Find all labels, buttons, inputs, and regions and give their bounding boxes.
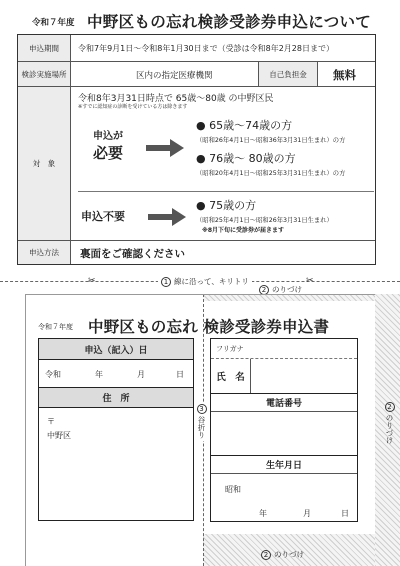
required-label-block — [78, 127, 138, 163]
method-value: 裏面をご確認ください — [80, 248, 185, 260]
apply-date-era: 令和 — [45, 370, 61, 379]
postal-mark: 〒 — [47, 417, 55, 426]
apply-date-month: 月 — [137, 370, 145, 379]
birth-box[interactable] — [210, 456, 358, 522]
not-required-age: 75歳の方 — [209, 199, 257, 212]
phone-header: 電話番号 — [211, 394, 357, 412]
target-divider — [78, 191, 374, 192]
birth-year: 年 — [259, 509, 267, 518]
scissors-icon: ✂ — [306, 276, 314, 286]
birth-month: 月 — [303, 509, 311, 518]
arrow-right-icon — [148, 208, 188, 226]
required-1-range: （昭和26年4月1日～昭和36年3月31日生まれ）の方 — [196, 137, 346, 144]
not-required-item — [196, 197, 333, 234]
venue-value: 区内の指定医療機関 — [136, 71, 213, 81]
required-big: 必要 — [92, 144, 123, 162]
name-box[interactable] — [210, 338, 358, 394]
period-value: 令和7年9月1日～令和8年1月30日まで（受診は令和8年2月28日まで） — [78, 44, 334, 53]
form-title: 中野区もの忘れ 検診受診券申込書 — [88, 318, 330, 336]
apply-date-header: 申込（記入）日 — [39, 339, 193, 359]
furigana-field[interactable] — [211, 339, 357, 359]
notice-table — [17, 34, 376, 265]
step-1-badge: 1 — [161, 277, 171, 287]
address-header: 住 所 — [39, 388, 193, 408]
period-label: 申込期間 — [18, 35, 71, 61]
not-required-label: 申込不要 — [81, 210, 125, 223]
glue-text-right: のりづけ — [385, 414, 394, 444]
required-small: 申込が — [93, 131, 123, 142]
form-era-year: 令和７年度 — [38, 323, 73, 331]
required-1-age: 65歳～74歳の方 — [209, 119, 293, 132]
apply-date-year: 年 — [95, 370, 103, 379]
step-2-badge: 2 — [259, 285, 269, 295]
name-label: 氏 名 — [211, 359, 251, 393]
birth-header: 生年月日 — [211, 456, 357, 474]
required-2-range: （昭和20年4月1日～昭和25年3月31日生まれ）の方 — [196, 170, 346, 177]
not-required-note: ※8月下旬に受診券が届きます — [202, 227, 285, 234]
method-label: 申込方法 — [18, 241, 71, 264]
scissors-icon: ✂ — [88, 276, 96, 286]
row-period — [18, 35, 375, 62]
glue-text-bottom: のりづけ — [274, 550, 304, 559]
step-2-badge: 2 — [385, 402, 395, 412]
apply-date-box[interactable] — [38, 338, 194, 388]
notice-header — [32, 10, 372, 32]
fold-text: 谷折り — [197, 416, 206, 439]
step-2-badge: 2 — [261, 550, 271, 560]
row-target — [18, 87, 375, 241]
copay-label: 自己負担金 — [258, 62, 318, 86]
phone-box[interactable] — [210, 394, 358, 456]
bullet-icon: ● — [196, 199, 206, 212]
step-3-badge: 3 — [197, 404, 207, 414]
required-item-1 — [196, 117, 345, 144]
required-2-age: 76歳～ 80歳の方 — [209, 152, 296, 165]
arrow-right-icon — [146, 139, 186, 157]
cut-instruction — [158, 276, 252, 287]
copay-value: 無料 — [333, 68, 356, 82]
glue-label-right — [384, 402, 395, 444]
target-note: ※すでに認知症の診断を受けている方は除きます — [78, 104, 188, 110]
birth-era: 昭和 — [225, 485, 241, 494]
apply-date-day: 日 — [176, 370, 184, 379]
notice-era-year: 令和７年度 — [32, 18, 75, 28]
address-box[interactable] — [38, 388, 194, 521]
furigana-label: フリガナ — [216, 345, 244, 353]
bullet-icon: ● — [196, 152, 206, 165]
row-venue — [18, 62, 375, 87]
cut-instruction-text: 線に沿って、キリトリ — [174, 277, 249, 286]
not-required-range: （昭和25年4月1日～昭和26年3月31日生まれ） — [196, 217, 333, 224]
birth-day: 日 — [341, 509, 349, 518]
target-line: 令和8年3月31日時点で 65歳～80歳 の中野区民 — [78, 94, 274, 104]
required-item-2 — [196, 150, 345, 177]
bullet-icon: ● — [196, 119, 206, 132]
notice-title: 中野区もの忘れ検診受診券申込について — [87, 13, 372, 31]
row-method — [18, 241, 375, 264]
venue-label: 検診実施場所 — [18, 62, 71, 86]
target-label: 対 象 — [18, 87, 71, 240]
glue-text-top: のりづけ — [272, 285, 302, 294]
address-prefill: 中野区 — [47, 431, 71, 440]
